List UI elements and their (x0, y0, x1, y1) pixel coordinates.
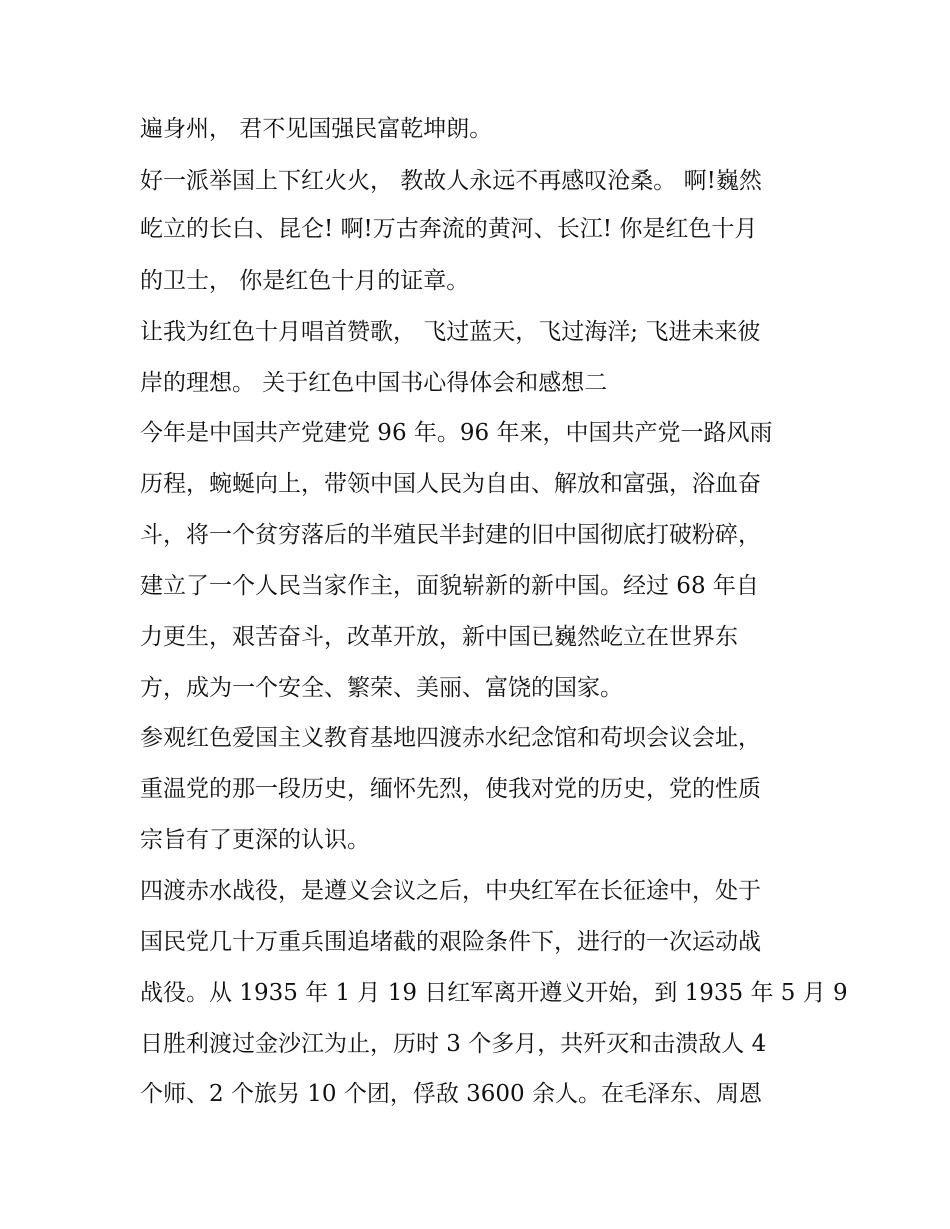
text-line: 宗旨有了更深的认识。 (140, 827, 370, 853)
text-line: 四渡赤水战役，是遵义会议之后，中央红军在长征途中，处于 (140, 878, 761, 904)
text-line: 方，成为一个安全、繁荣、美丽、富饶的国家。 (140, 675, 623, 701)
text-line: 今年是中国共产党建党 96 年。96 年来，中国共产党一路风雨 (140, 420, 773, 446)
text-line: 的卫士， 你是红色十月的证章。 (140, 268, 470, 294)
text-line: 国民党几十万重兵围追堵截的艰险条件下，进行的一次运动战 (140, 929, 761, 955)
text-line: 参观红色爱国主义教育基地四渡赤水纪念馆和苟坝会议会址， (140, 725, 761, 751)
text-line: 让我为红色十月唱首赞歌， 飞过蓝天，飞过海洋; 飞进未来彼 (140, 319, 761, 345)
text-line: 屹立的长白、昆仑! 啊!万古奔流的黄河、长江! 你是红色十月 (140, 216, 758, 242)
text-line: 战役。从 1935 年 1 月 19 日红军离开遵义开始，到 1935 年 5 月 9 (140, 980, 848, 1006)
text-line: 力更生，艰苦奋斗，改革开放，新中国已巍然屹立在世界东 (140, 624, 738, 650)
text-line: 遍身州， 君不见国强民富乾坤朗。 (140, 116, 493, 142)
text-line: 历程，蜿蜒向上，带领中国人民为自由、解放和富强，浴血奋 (140, 471, 761, 497)
text-line: 建立了一个人民当家作主，面貌崭新的新中国。经过 68 年自 (140, 573, 759, 599)
text-line: 个师、2 个旅另 10 个团，俘敌 3600 余人。在毛泽东、周恩 (140, 1081, 762, 1107)
text-line: 好一派举国上下红火火， 教故人永远不再感叹沧桑。 啊!巍然 (140, 168, 762, 194)
text-line: 重温党的那一段历史，缅怀先烈，使我对党的历史，党的性质 (140, 776, 761, 802)
text-line: 斗，将一个贫穷落后的半殖民半封建的旧中国彻底打破粉碎， (140, 522, 761, 548)
text-line: 日胜利渡过金沙江为止，历时 3 个多月，共歼灭和击溃敌人 4 (140, 1031, 767, 1057)
text-line: 岸的理想。 关于红色中国书心得体会和感想二 (140, 370, 608, 396)
